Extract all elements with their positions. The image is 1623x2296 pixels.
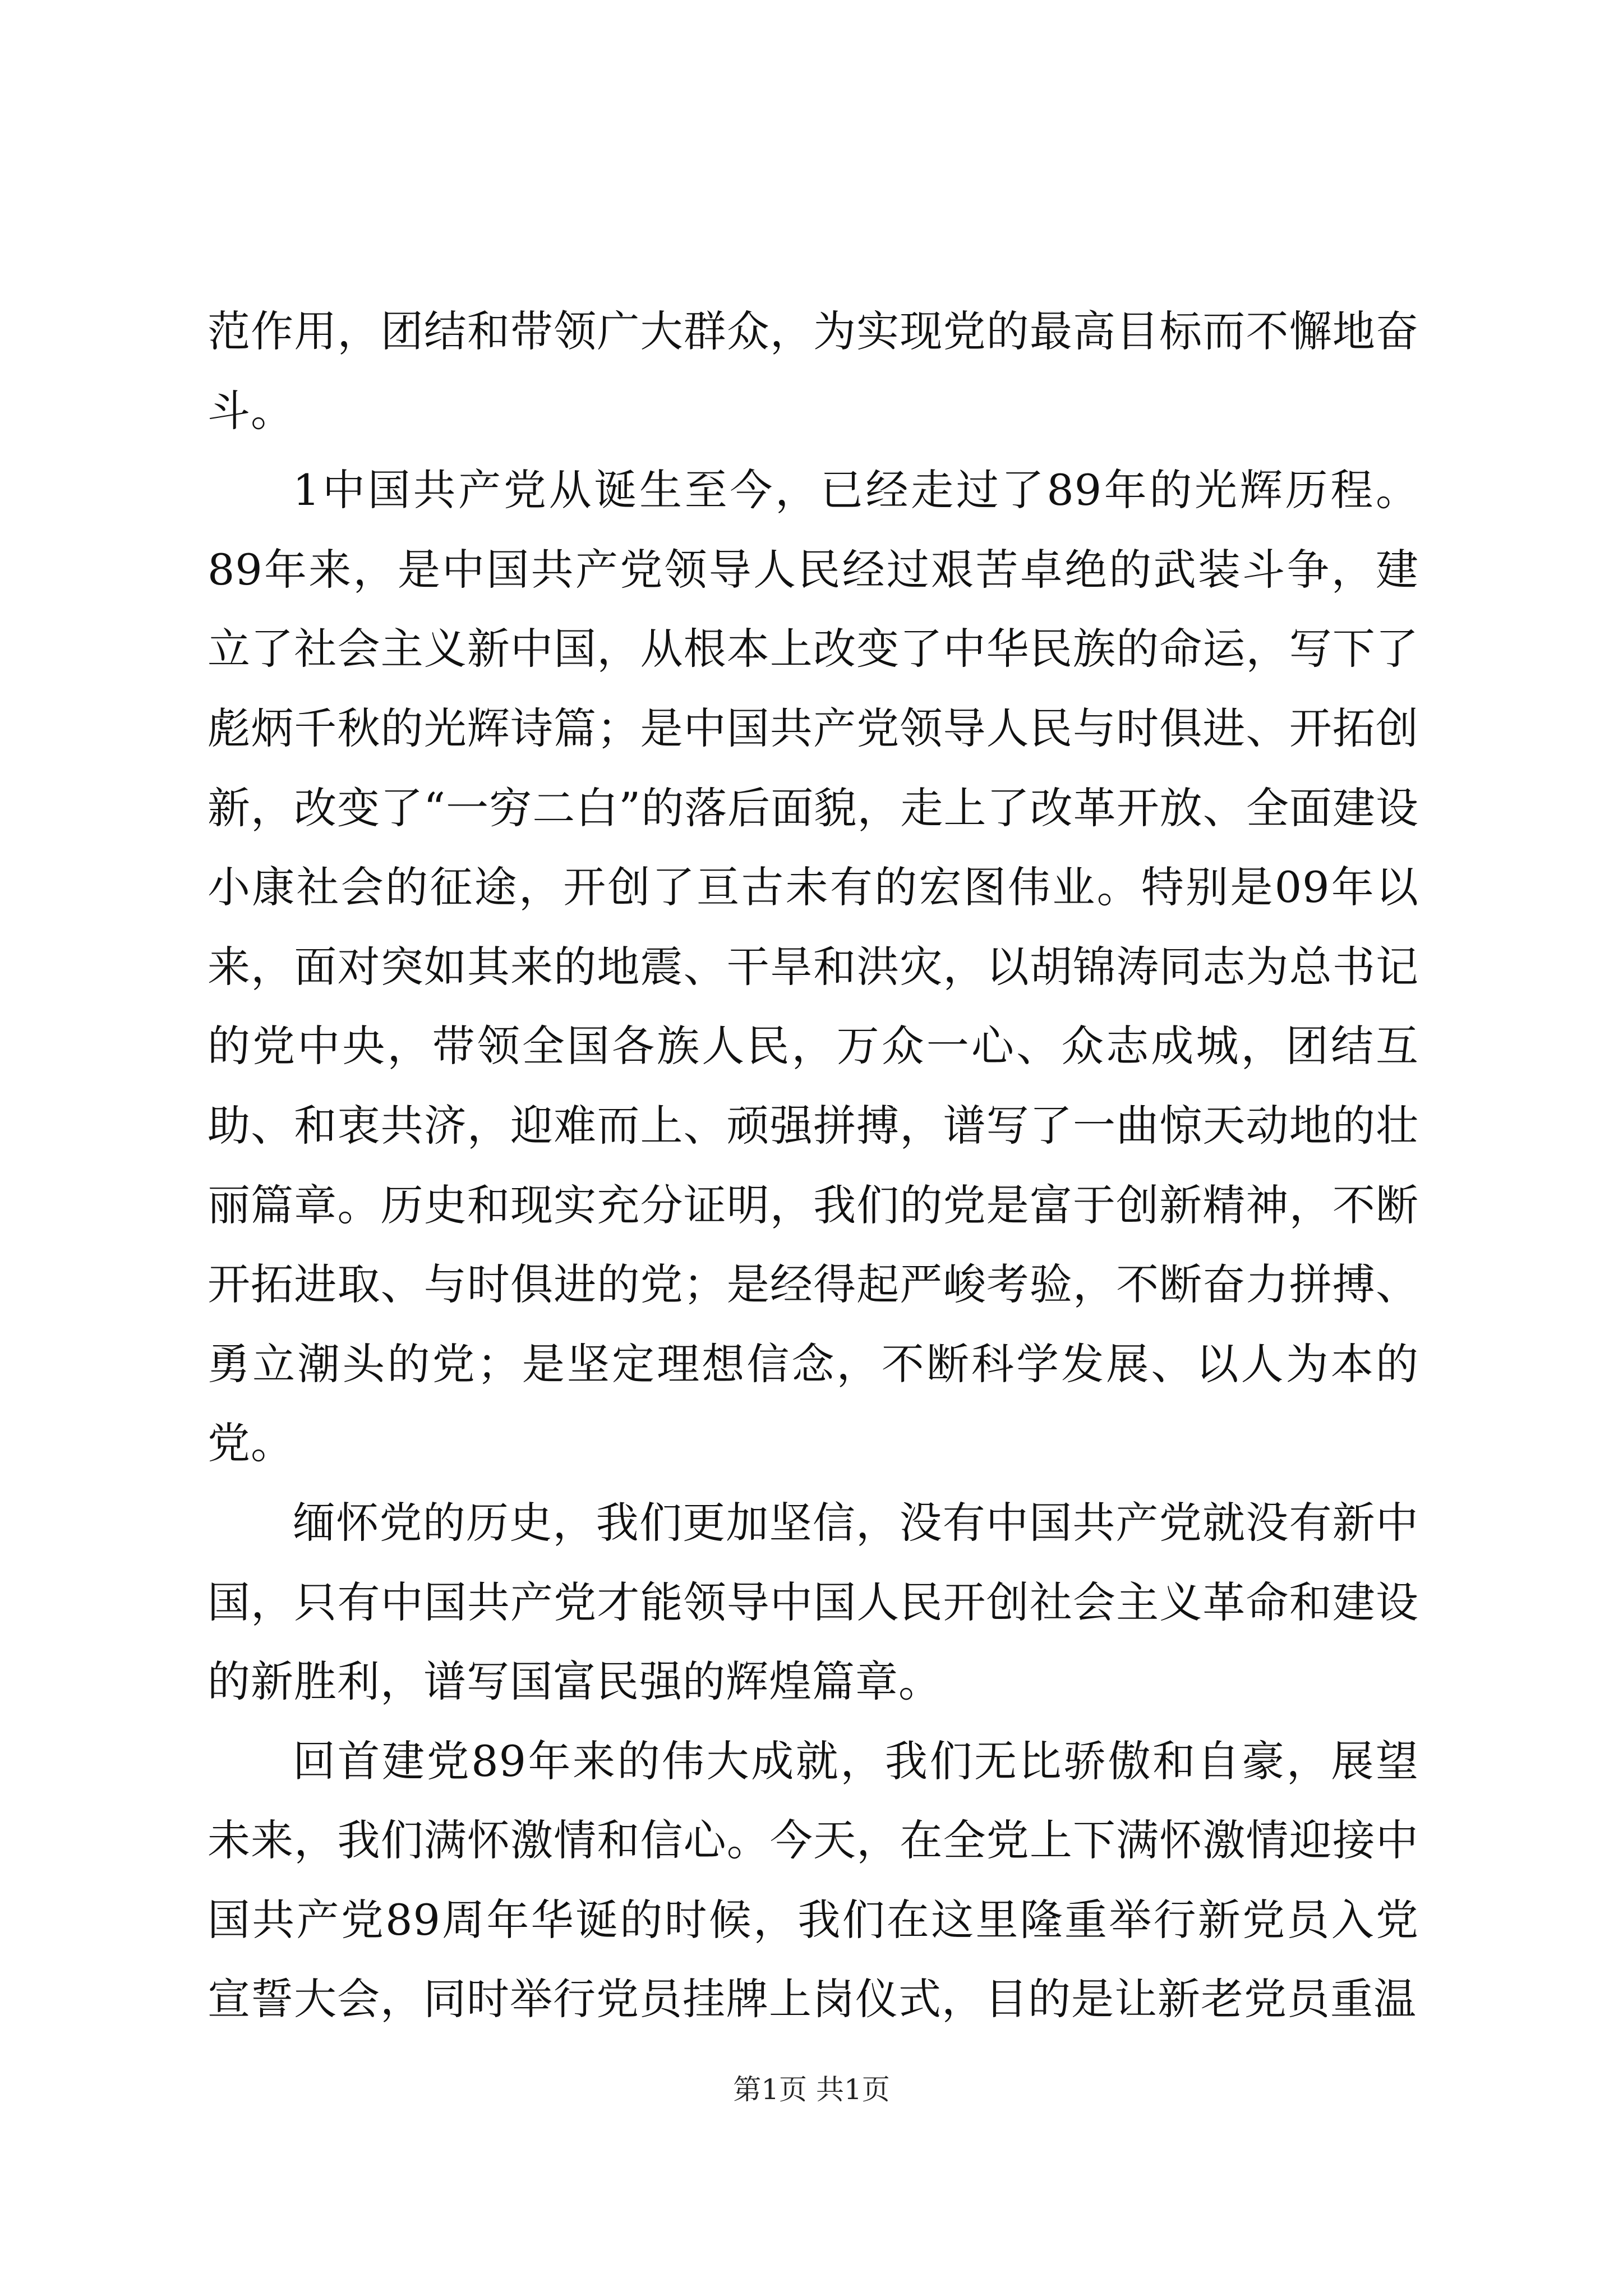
page-footer: 第1页 共1页	[733, 2073, 890, 2106]
paragraph-remembering-history: 缅怀党的历史，我们更加坚信，没有中国共产党就没有新中国，只有中国共产党才能领导中国人民开创社会主义革命和建设的新胜利，谱写国富民强的辉煌篇章。	[208, 1497, 1419, 1707]
paragraph-party-history: 1中国共产党从诞生至今，已经走过了89年的光辉历程。89年来，是中国共产党领导人民经过艰苦卓绝的武装斗争，建立了社会主义新中国，从根本上改变了中华民族的命运，写下了彪炳千秋的光辉诗篇；是中国共产党领导人民与时俱进、开拓创新，改变了“一穷二白”的落后面貌，走上了改革开放、全面建设小康社会的征途，开创了亘古未有的宏图伟业。特别是09年以来，面对突如其来的地震、干旱和洪灾，以胡锦涛同志为总书记的党中央，带领全国各族人民，万众一心、众志成城，团结互助、和衷共济，迎难而上、顽强拼搏，谱写了一曲惊天动地的壮丽篇章。历史和现实充分证明，我们的党是富于创新精神，不断开拓进取、与时俱进的党；是经得起严峻考验，不断奋力拼搏、勇立潮头的党；是坚定理想信念，不断科学发展、以人为本的党。	[208, 465, 1419, 1469]
document-body	[208, 292, 1419, 2039]
paragraph-looking-back: 回首建党89年来的伟大成就，我们无比骄傲和自豪，展望未来，我们满怀激情和信心。今天，在全党上下满怀激情迎接中国共产党89周年华诞的时候，我们在这里隆重举行新党员入党宣誓大会，同时举行党员挂牌上岗仪式，目的是让新老党员重温	[208, 1736, 1419, 2024]
paragraph-continuation: 范作用，团结和带领广大群众，为实现党的最高目标而不懈地奋斗。	[208, 306, 1419, 436]
